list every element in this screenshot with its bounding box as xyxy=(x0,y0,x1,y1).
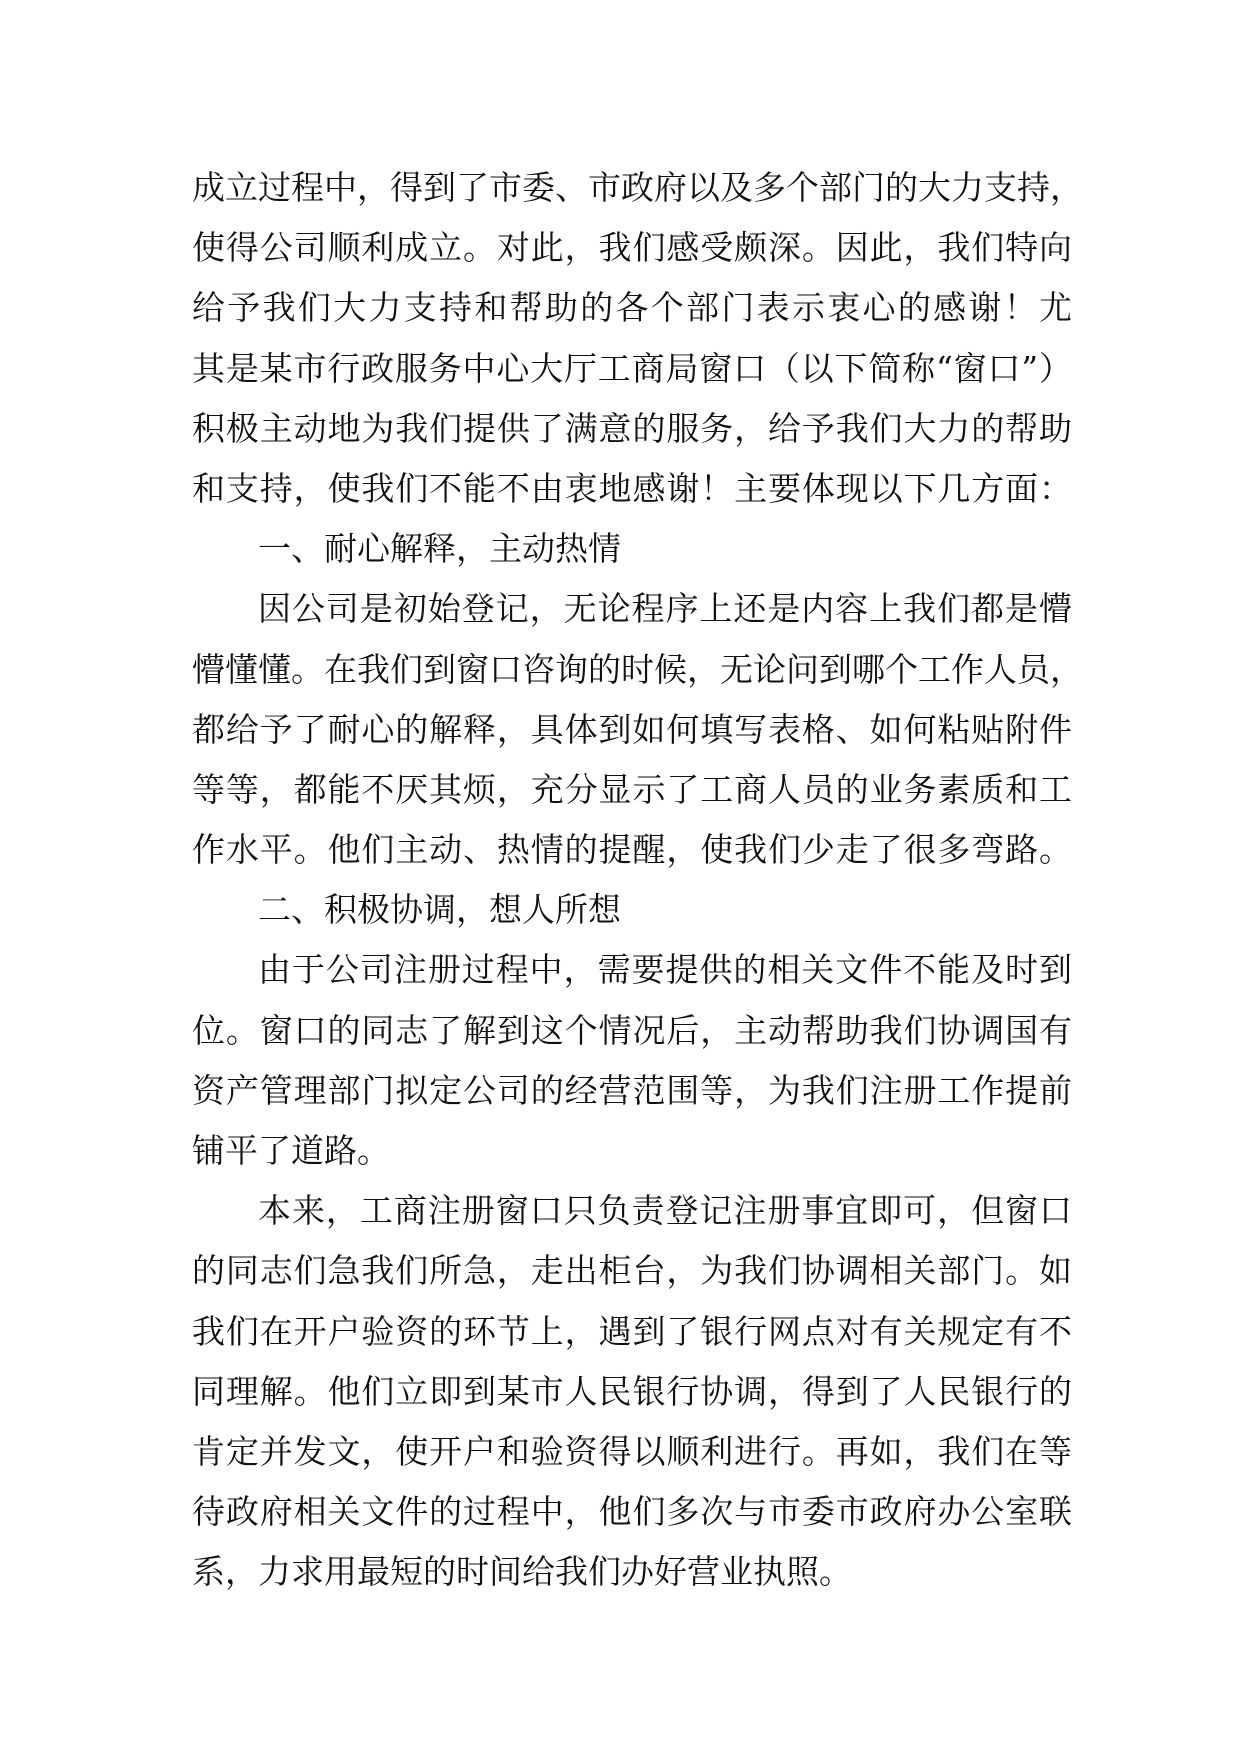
text-line: 系，力求用最短的时间给我们办好营业执照。 xyxy=(192,1552,852,1592)
text-line: 其是某市行政服务中心大厅工商局窗口（以下简称“窗口”） xyxy=(192,348,1072,388)
heading-line: 二、积极协调，想人所想 xyxy=(258,890,621,930)
paragraph xyxy=(192,579,1083,880)
heading-line: 一、耐心解释，主动热情 xyxy=(258,529,621,569)
text-line: 给予我们大力支持和帮助的各个部门表示衷心的感谢！尤 xyxy=(192,288,1072,328)
text-line: 位。窗口的同志了解到这个情况后，主动帮助我们协调国有 xyxy=(192,1010,1072,1050)
text-line: 都给予了耐心的解释，具体到如何填写表格、如何粘贴附件 xyxy=(192,709,1072,749)
text-line: 由于公司注册过程中，需要提供的相关文件不能及时到 xyxy=(258,950,1072,990)
text-line: 的同志们急我们所急，走出柜台，为我们协调相关部门。如 xyxy=(192,1251,1072,1291)
section-heading xyxy=(192,880,1072,940)
text-line: 使得公司顺利成立。对此，我们感受颇深。因此，我们特向 xyxy=(192,228,1072,268)
text-line: 懵懂懂。在我们到窗口咨询的时候，无论问到哪个工作人员， xyxy=(192,649,1083,689)
text-line: 等等，都能不厌其烦，充分显示了工商人员的业务素质和工 xyxy=(192,769,1072,809)
paragraph xyxy=(192,158,1083,519)
text-line: 本来，工商注册窗口只负责登记注册事宜即可，但窗口 xyxy=(258,1191,1072,1231)
text-line: 待政府相关文件的过程中，他们多次与市委市政府办公室联 xyxy=(192,1492,1072,1532)
paragraph xyxy=(192,940,1072,1181)
paragraph xyxy=(192,1181,1072,1602)
text-line: 因公司是初始登记，无论程序上还是内容上我们都是懵 xyxy=(258,589,1072,629)
text-line: 同理解。他们立即到某市人民银行协调，得到了人民银行的 xyxy=(192,1371,1072,1411)
text-line: 铺平了道路。 xyxy=(192,1131,390,1170)
text-line: 和支持，使我们不能不由衷地感谢！主要体现以下几方面： xyxy=(192,468,1072,508)
document-body xyxy=(192,158,1083,1603)
text-line: 成立过程中，得到了市委、市政府以及多个部门的大力支持， xyxy=(192,168,1083,207)
section-heading xyxy=(192,519,1072,579)
text-line: 我们在开户验资的环节上，遇到了银行网点对有关规定有不 xyxy=(192,1311,1072,1351)
text-line: 作水平。他们主动、热情的提醒，使我们少走了很多弯路。 xyxy=(192,830,1072,870)
text-line: 肯定并发文，使开户和验资得以顺利进行。再如，我们在等 xyxy=(192,1431,1072,1471)
text-line: 资产管理部门拟定公司的经营范围等，为我们注册工作提前 xyxy=(192,1070,1072,1110)
text-line: 积极主动地为我们提供了满意的服务，给予我们大力的帮助 xyxy=(192,408,1072,448)
